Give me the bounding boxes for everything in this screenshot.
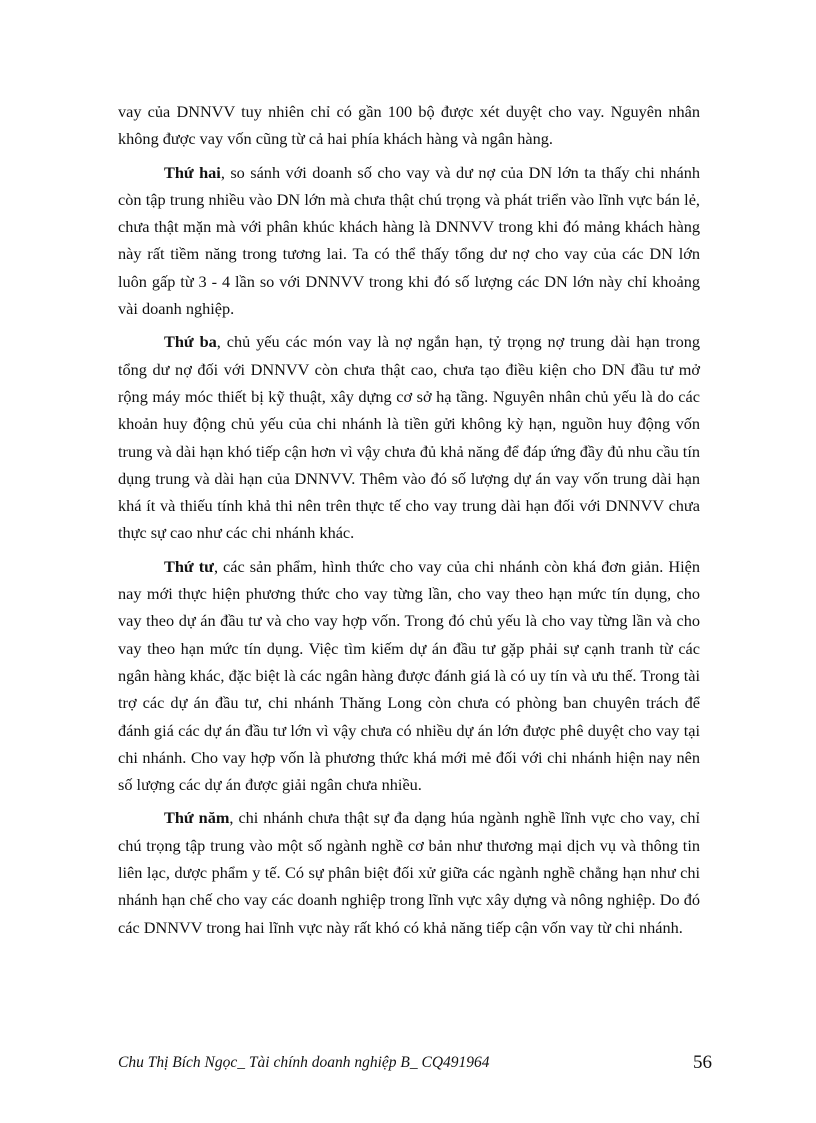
page-footer: [118, 1054, 712, 1072]
page-number: 56: [693, 1052, 712, 1073]
paragraph-lead: Thứ ba: [164, 332, 217, 352]
paragraph-continuation: [118, 98, 700, 153]
paragraph-thu-ba: [118, 328, 700, 546]
paragraph-thu-hai: [118, 159, 700, 323]
paragraph-lead: Thứ năm: [164, 808, 230, 828]
paragraph-thu-nam: [118, 804, 700, 940]
paragraph-lead: Thứ hai: [164, 162, 221, 182]
paragraph-text: , các sản phẩm, hình thức cho vay của chi nhánh còn khá đơn giản. Hiện nay mới thực hiện phương thức cho vay từng lần, cho vay theo hạn mức tín dụng, cho vay theo dự án đầu tư và cho vay hợp vốn. Trong đó chủ yếu là cho vay từng lần và cho vay theo hạn mức tín dụng. Việc tìm kiếm dự án đầu tư gặp phải sự cạnh tranh từ các ngân hàng khác, đặc biệt là các ngân hàng được đánh giá là có uy tín và ưu thế. Trong tài trợ các dự án đầu tư, chi nhánh Thăng Long còn chưa có phòng ban chuyên trách để đánh giá các dự án đầu tư lớn vì vậy chưa có nhiều dự án lớn được phê duyệt cho vay tại chi nhánh. Cho vay hợp vốn là phương thức khá mới mẻ đối với chi nhánh hiện nay nên số lượng các dự án được giải ngân chưa nhiều.: [118, 556, 700, 795]
paragraph-text: , chi nhánh chưa thật sự đa dạng húa ngành nghề lĩnh vực cho vay, chỉ chú trọng tập trung vào một số ngành nghề cơ bản như thương mại dịch vụ và thông tin liên lạc, dược phẩm y tế. Có sự phân biệt đối xử giữa các ngành nghề chẳng hạn như chi nhánh hạn chế cho vay các doanh nghiệp trong lĩnh vực xây dựng và nông nghiệp. Do đó các DNNVV trong hai lĩnh vực này rất khó có khả năng tiếp cận vốn vay từ chi nhánh.: [118, 808, 700, 937]
paragraph-thu-tu: [118, 553, 700, 799]
paragraph-text: , chủ yếu các món vay là nợ ngắn hạn, tỷ trọng nợ trung dài hạn trong tổng dư nợ đối với DNNVV còn chưa thật cao, chưa tạo điều kiện cho DN đầu tư mở rộng máy móc thiết bị kỹ thuật, xây dựng cơ sở hạ tầng. Nguyên nhân chủ yếu là do các khoản huy động chủ yếu của chi nhánh là tiền gửi không kỳ hạn, nguồn huy động vốn trung và dài hạn khó tiếp cận hơn vì vậy chưa đủ khả năng để đáp ứng đầy đủ nhu cầu tín dụng trung và dài hạn của DNNVV. Thêm vào đó số lượng dự án vay vốn trung dài hạn khá ít và thiếu tính khả thi nên trên thực tế cho vay trung dài hạn đối với DNNVV chưa thực sự cao như các chi nhánh khác.: [118, 332, 700, 543]
document-body: [118, 98, 700, 947]
paragraph-text: , so sánh với doanh số cho vay và dư nợ của DN lớn ta thấy chi nhánh còn tập trung nhiều vào DN lớn mà chưa thật chú trọng và phát triển vào lĩnh vực bán lẻ, chưa thật mặn mà với phân khúc khách hàng là DNNVV trong khi đó mảng khách hàng này rất tiềm năng trong tương lai. Ta có thể thấy tổng dư nợ cho vay của các DN lớn luôn gấp từ 3 - 4 lần so với DNNVV trong khi đó số lượng các DN lớn này chỉ khoảng vài doanh nghiệp.: [118, 162, 700, 319]
paragraph-lead: Thứ tư: [164, 556, 214, 576]
paragraph-text: vay của DNNVV tuy nhiên chỉ có gần 100 bộ được xét duyệt cho vay. Nguyên nhân không được vay vốn cũng từ cả hai phía khách hàng và ngân hàng.: [118, 102, 700, 149]
footer-author: Chu Thị Bích Ngọc_ Tài chính doanh nghiệp B_ CQ491964: [118, 1054, 490, 1071]
